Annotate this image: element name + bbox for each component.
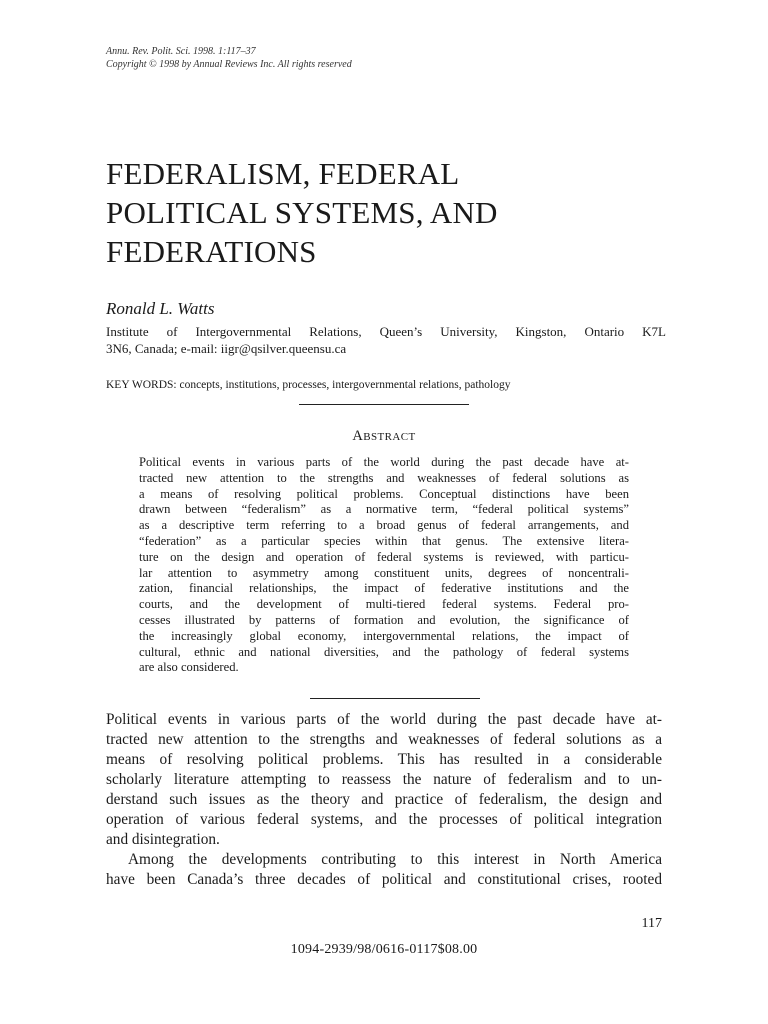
abstract-line: cultural, ethnic and national diversities, and the pathology of federal systems: [139, 644, 629, 659]
body-line: Political events in various parts of the world during the past decade have at-: [106, 711, 662, 728]
abstract-line: drawn between “federalism” as a normative term, “federal political systems”: [139, 502, 629, 517]
divider-top: [299, 404, 469, 405]
abstract-line: tracted new attention to the strengths and weaknesses of federal solutions as: [139, 470, 629, 485]
author-affiliation: [106, 323, 666, 357]
affiliation-line: 3N6, Canada; e-mail: iigr@qsilver.queensu.ca: [106, 341, 347, 356]
body-line: have been Canada’s three decades of political and constitutional crises, rooted: [106, 871, 662, 888]
body-line: derstand such issues as the theory and practice of federalism, the design and: [106, 791, 662, 808]
abstract-line: Political events in various parts of the world during the past decade have at-: [139, 455, 629, 469]
body-line: and disintegration.: [106, 831, 220, 848]
issn-code: 1094-2939/98/0616-0117$08.00: [290, 942, 478, 957]
journal-reference: Annu. Rev. Polit. Sci. 1998. 1:117–37: [106, 46, 256, 57]
title-line: POLITICAL SYSTEMS, AND: [106, 195, 498, 230]
body-line: operation of various federal systems, and the processes of political integration: [106, 811, 662, 828]
abstract-line: the increasingly global economy, intergovernmental relations, the impact of: [139, 628, 629, 643]
abstract-line: as a descriptive term referring to a broad genus of federal arrangements, and: [139, 518, 629, 533]
body-line: tracted new attention to the strengths and weaknesses of federal solutions as a: [106, 731, 662, 748]
affiliation-line: Institute of Intergovernmental Relations, Queen’s University, Kingston, Ontario K7L: [106, 324, 666, 339]
abstract-heading-initial: A: [352, 428, 364, 444]
author-name: Ronald L. Watts: [106, 299, 215, 318]
keywords: KEY WORDS: concepts, institutions, processes, intergovernmental relations, pathology: [106, 379, 511, 391]
copyright-notice: Copyright © 1998 by Annual Reviews Inc. All rights reserved: [106, 59, 352, 70]
divider-bottom: [310, 698, 480, 699]
body-line: Among the developments contributing to this interest in North America: [128, 851, 662, 868]
page-number: 117: [641, 916, 662, 931]
abstract-line: ture on the design and operation of federal systems is reviewed, with particu-: [139, 549, 629, 564]
title-line: FEDERALISM, FEDERAL: [106, 156, 460, 191]
title-line: FEDERATIONS: [106, 234, 317, 269]
abstract-heading-rest: BSTRACT: [363, 431, 416, 443]
abstract-line: “federation” as a particular species within that genus. The extensive litera-: [139, 533, 629, 548]
abstract-text: [139, 455, 629, 676]
abstract-line: a means of resolving political problems. Conceptual distinctions have been: [139, 486, 629, 501]
abstract-line: courts, and the development of multi-tiered federal systems. Federal pro-: [139, 597, 629, 612]
body-text: [106, 710, 662, 890]
abstract-line: are also considered.: [139, 660, 239, 675]
abstract-line: lar attention to asymmetry among constituent units, degrees of noncentrali-: [139, 565, 629, 580]
body-line: means of resolving political problems. This has resulted in a considerable: [106, 751, 662, 768]
body-line: scholarly literature attempting to reassess the nature of federalism and to un-: [106, 771, 662, 788]
article-title: [106, 154, 666, 271]
abstract-line: zation, financial relationships, the impact of federative institutions and the: [139, 581, 629, 596]
abstract-heading: [0, 428, 768, 445]
abstract-line: cesses illustrated by patterns of formation and evolution, the significance of: [139, 612, 629, 627]
